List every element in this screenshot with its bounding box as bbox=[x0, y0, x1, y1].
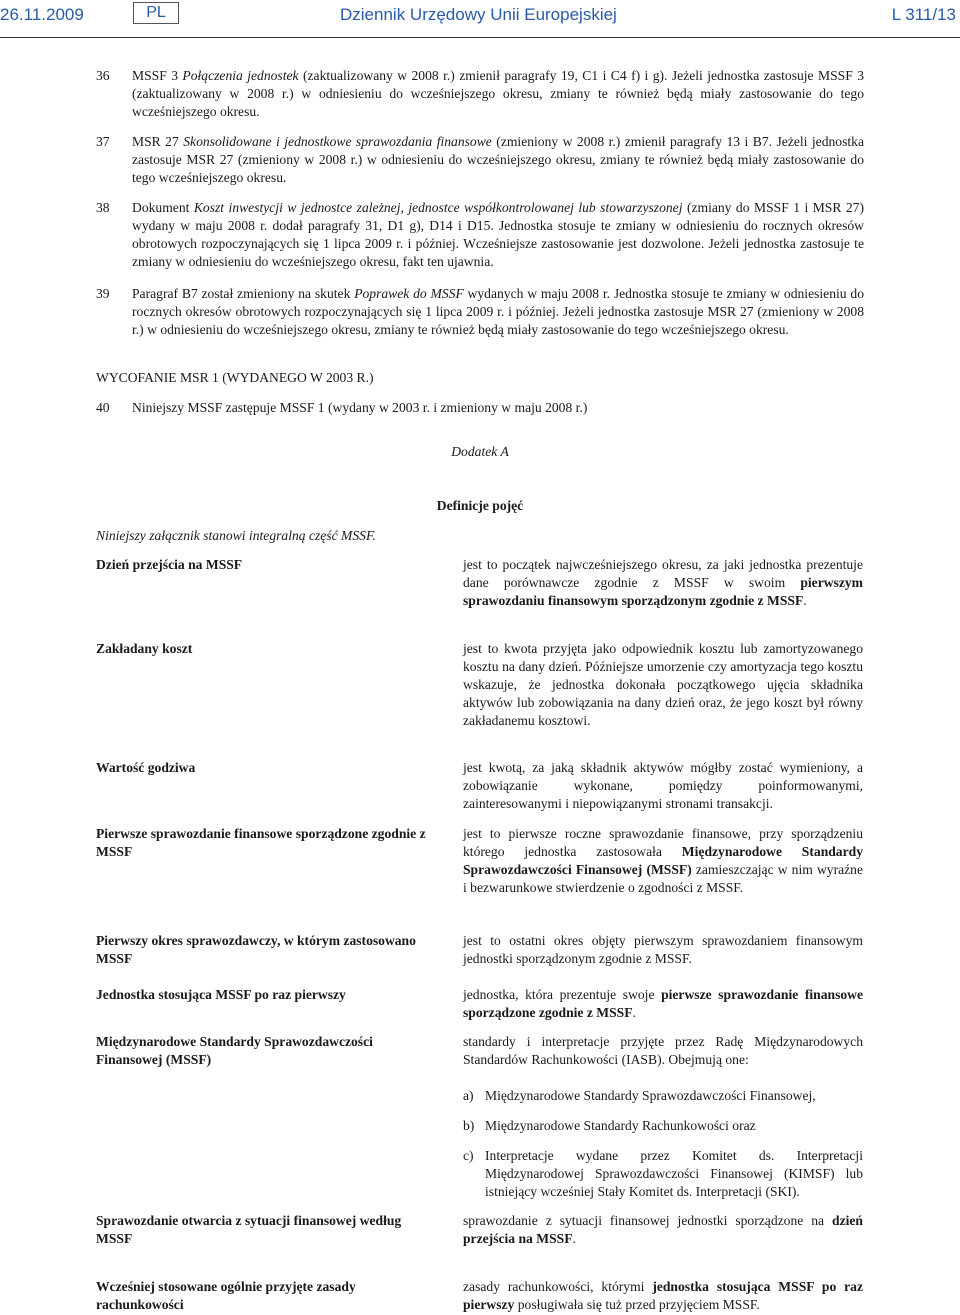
definition-term: Dzień przejścia na MSSF bbox=[96, 557, 243, 572]
definition-term: Zakładany koszt bbox=[96, 641, 193, 656]
paragraph-text: MSSF 3 Połączenia jednostek (zaktualizowany w 2008 r.) zmienił paragrafy 19, C1 i C4 f) i g). Jeżeli jednostka zastosuje MSSF 3 (zaktualizowany w 2008 r.) w odniesieniu do wcześniejszego okresu, zmiany te również będą miały zastosowanie do tego wcześniejszego okresu. bbox=[132, 68, 864, 119]
paragraph-39 bbox=[96, 285, 864, 339]
language-badge: PL bbox=[133, 2, 179, 24]
paragraph-number: 37 bbox=[96, 134, 110, 149]
subitem-text: Międzynarodowe Standardy Rachunkowości oraz bbox=[485, 1118, 756, 1133]
definition-term: Międzynarodowe Standardy Sprawozdawczości Finansowej (MSSF) bbox=[96, 1034, 373, 1067]
definition-text: jest to pierwsze roczne sprawozdanie finansowe, przy sporządzeniu którego jednostka zastosowała Międzynarodowe Standardy Sprawozdawczości Finansowej (MSSF) zamieszczając w nim wyraźne i bezwarunkowe stwierdzenie o zgodności z MSSF. bbox=[463, 826, 863, 895]
definition-term: Wartość godziwa bbox=[96, 760, 196, 775]
paragraph-text: MSR 27 Skonsolidowane i jednostkowe sprawozdania finansowe (zmieniony w 2008 r.) zmienił paragrafy 13 i B7. Jeżeli jednostka zastosuje MSR 27 (zmieniony w 2008 r.) w odniesieniu do wcześniejszego okresu, zmiany te również będą miały zastosowanie do tego wcześniejszego okresu. bbox=[132, 134, 864, 185]
definition-subitem bbox=[463, 1147, 863, 1201]
definition-text: jest to ostatni okres objęty pierwszym sprawozdaniem finansowym jednostki sporządzonym zgodnie z MSSF. bbox=[463, 933, 863, 966]
section-heading: WYCOFANIE MSR 1 (WYDANEGO W 2003 R.) bbox=[96, 370, 374, 385]
paragraph-number: 40 bbox=[96, 400, 110, 415]
paragraph-text: Paragraf B7 został zmieniony na skutek Poprawek do MSSF wydanych w maju 2008 r. Jednostka stosuje te zmiany w odniesieniu do rocznych okresów obrotowych rozpoczynających się 1 lipca 2009 r. i później. Jeżeli jednostka zastosuje MSR 27 (zmieniony w 2008 r.) w odniesieniu do wcześniejszego okresu, zmiany te również będą miały zastosowanie do tego wcześniejszego okresu. bbox=[132, 286, 864, 337]
definition-term: Pierwszy okres sprawozdawczy, w którym zastosowano MSSF bbox=[96, 933, 416, 966]
journal-title: Dziennik Urzędowy Unii Europejskiej bbox=[340, 5, 617, 24]
paragraph-text: Dokument Koszt inwestycji w jednostce zależnej, jednostce współkontrolowanej lub stowarzyszonej (zmiany do MSSF 1 i MSR 27) wydany w maju 2008 r. dodał paragrafy 31, D1 g), D14 i D15. Jednostka stosuje te zmiany w odniesieniu do rocznych okresów obrotowych rozpoczynających się 1 lipca 2009 r. i później. Wcześniejsze zastosowanie jest dozwolone. Jeżeli jednostka zastosuje te zmiany w odniesieniu do wcześniejszego okresu, fakt ten ujawnia. bbox=[132, 200, 864, 269]
subitem-text: Interpretacje wydane przez Komitet ds. Interpretacji Międzynarodowej Sprawozdawczości Finansowej (KIMSF) lub istniejący wcześniej Stały Komitet ds. Interpretacji (SKI). bbox=[485, 1148, 863, 1199]
header-date: 26.11.2009 bbox=[0, 5, 84, 24]
paragraph-number: 38 bbox=[96, 200, 110, 215]
appendix-title: Definicje pojęć bbox=[436, 498, 524, 513]
definition-text: standardy i interpretacje przyjęte przez Radę Międzynarodowych Standardów Rachunkowości (IASB). Obejmują one: bbox=[463, 1034, 863, 1067]
definition-subitem bbox=[463, 1087, 863, 1105]
definition-term: Jednostka stosująca MSSF po raz pierwszy bbox=[96, 987, 346, 1002]
definition-subitem bbox=[463, 1117, 863, 1135]
paragraph-38 bbox=[96, 199, 864, 271]
subitem-label: a) bbox=[463, 1088, 474, 1103]
definition-text: zasady rachunkowości, którymi jednostka stosująca MSSF po raz pierwszy posługiwała się tuż przed przyjęciem MSSF. bbox=[463, 1279, 863, 1312]
definition-term: Wcześniej stosowane ogólnie przyjęte zasady rachunkowości bbox=[96, 1279, 356, 1312]
subitem-text: Międzynarodowe Standardy Sprawozdawczości Finansowej, bbox=[485, 1088, 816, 1103]
definition-term: Sprawozdanie otwarcia z sytuacji finansowej według MSSF bbox=[96, 1213, 402, 1246]
paragraph-37 bbox=[96, 133, 864, 187]
definition-text: jest to początek najwcześniejszego okresu, za jaki jednostka prezentuje dane porównawcze zgodnie z MSSF w swoim pierwszym sprawozdaniu finansowym sporządzonym zgodnie z MSSF. bbox=[463, 557, 863, 608]
definition-text: jest kwotą, za jaką składnik aktywów mógłby zostać wymieniony, a zobowiązanie wykonane, pomiędzy poinformowanymi, zainteresowanymi i niepowiązanymi stronami transakcji. bbox=[463, 760, 863, 811]
subitem-label: c) bbox=[463, 1148, 474, 1163]
page-number: L 311/13 bbox=[891, 5, 956, 24]
paragraph-number: 39 bbox=[96, 286, 110, 301]
definition-text: jest to kwota przyjęta jako odpowiednik kosztu lub zamortyzowanego kosztu na dany dzień. Późniejsze umorzenie czy amortyzacja tego kosztu wskazuje, że jednostka dokonała początkowego ujęcia składnika aktywów lub zobowiązania na dany dzień oraz, że jego koszt był równy zakładanemu kosztowi. bbox=[463, 641, 863, 728]
appendix-note: Niniejszy załącznik stanowi integralną część MSSF. bbox=[96, 528, 376, 543]
definition-term: Pierwsze sprawozdanie finansowe sporządzone zgodnie z MSSF bbox=[96, 826, 426, 859]
paragraph-number: 36 bbox=[96, 68, 110, 83]
page-header bbox=[0, 0, 960, 38]
paragraph-text: Niniejszy MSSF zastępuje MSSF 1 (wydany w 2003 r. i zmieniony w maju 2008 r.) bbox=[132, 400, 588, 415]
appendix-label: Dodatek A bbox=[451, 444, 509, 459]
definition-text: jednostka, która prezentuje swoje pierwsze sprawozdanie finansowe sporządzone zgodnie z MSSF. bbox=[463, 987, 864, 1020]
definition-text: sprawozdanie z sytuacji finansowej jednostki sporządzone na dzień przejścia na MSSF. bbox=[463, 1213, 863, 1246]
subitem-label: b) bbox=[463, 1118, 475, 1133]
paragraph-36 bbox=[96, 67, 864, 121]
header-divider bbox=[0, 37, 960, 38]
paragraph-40 bbox=[96, 399, 864, 417]
